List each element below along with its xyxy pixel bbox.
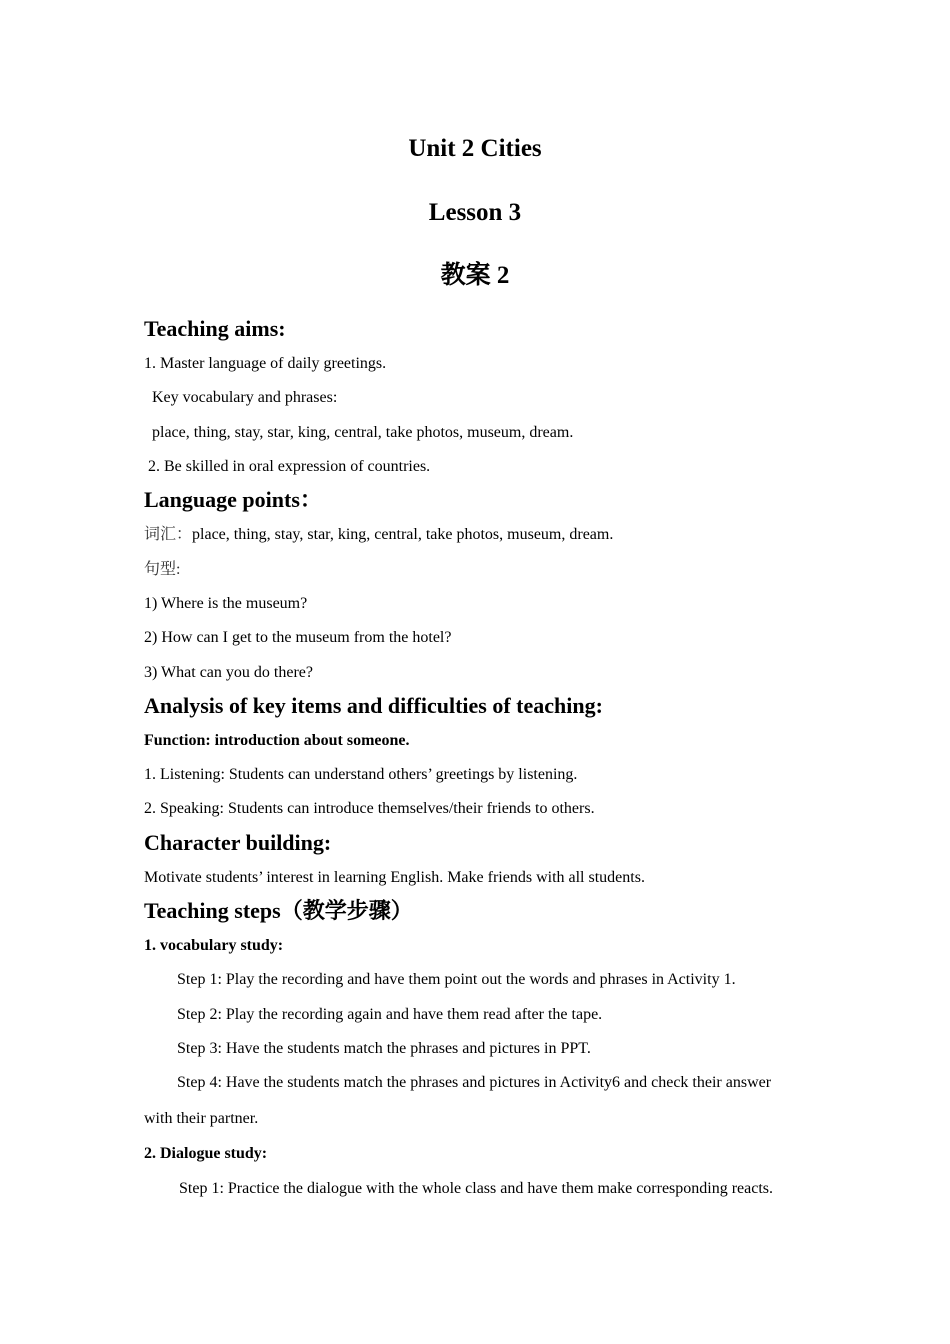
character-building-heading: Character building: <box>144 829 332 855</box>
sentence-item: 3) What can you do there? <box>144 663 313 681</box>
analysis-heading: Analysis of key items and difficulties of teaching: <box>144 692 603 718</box>
vocab-step-continuation: with their partner. <box>144 1109 259 1127</box>
aim-item: Key vocabulary and phrases: <box>152 389 338 407</box>
plan-title: 教案 2 <box>440 262 510 289</box>
vocab-label: 词汇： <box>144 526 193 544</box>
lesson-title: Lesson 3 <box>428 199 522 226</box>
aim-item: place, thing, stay, star, king, central, take photos, museum, dream. <box>152 423 574 441</box>
sentence-label: 句型: <box>144 560 181 578</box>
unit-title: Unit 2 Cities <box>408 135 542 162</box>
vocab-step: Step 4: Have the students match the phrases and pictures in Activity6 and check their answer <box>177 1074 772 1092</box>
analysis-item: 1. Listening: Students can understand others’ greetings by listening. <box>144 766 578 784</box>
aim-item: 2. Be skilled in oral expression of countries. <box>148 458 431 476</box>
aim-item: 1. Master language of daily greetings. <box>144 355 387 373</box>
teaching-steps-heading: Teaching steps（教学步骤） <box>144 897 413 923</box>
dialogue-study-heading: 2. Dialogue study: <box>144 1145 268 1163</box>
language-points-heading: Language points： <box>144 487 322 513</box>
vocab-text: place, thing, stay, star, king, central, take photos, museum, dream. <box>192 526 614 544</box>
vocab-step: Step 1: Play the recording and have them point out the words and phrases in Activity 1. <box>177 971 736 989</box>
sentence-item: 2) How can I get to the museum from the hotel? <box>144 629 452 647</box>
teaching-aims-heading: Teaching aims: <box>144 316 286 341</box>
document-body <box>144 313 824 1206</box>
vocab-line <box>144 518 824 552</box>
vocab-step: Step 2: Play the recording again and have them read after the tape. <box>177 1005 603 1023</box>
character-building-text: Motivate students’ interest in learning English. Make friends with all students. <box>144 868 645 886</box>
dialogue-step: Step 1: Practice the dialogue with the whole class and have them make corresponding reacts. <box>179 1179 774 1197</box>
sentence-item: 1) Where is the museum? <box>144 594 308 612</box>
analysis-item: 2. Speaking: Students can introduce themselves/their friends to others. <box>144 800 595 818</box>
vocab-study-heading: 1. vocabulary study: <box>144 937 284 954</box>
function-line: Function: introduction about someone. <box>144 731 410 749</box>
vocab-step: Step 3: Have the students match the phrases and pictures in PPT. <box>177 1039 591 1057</box>
